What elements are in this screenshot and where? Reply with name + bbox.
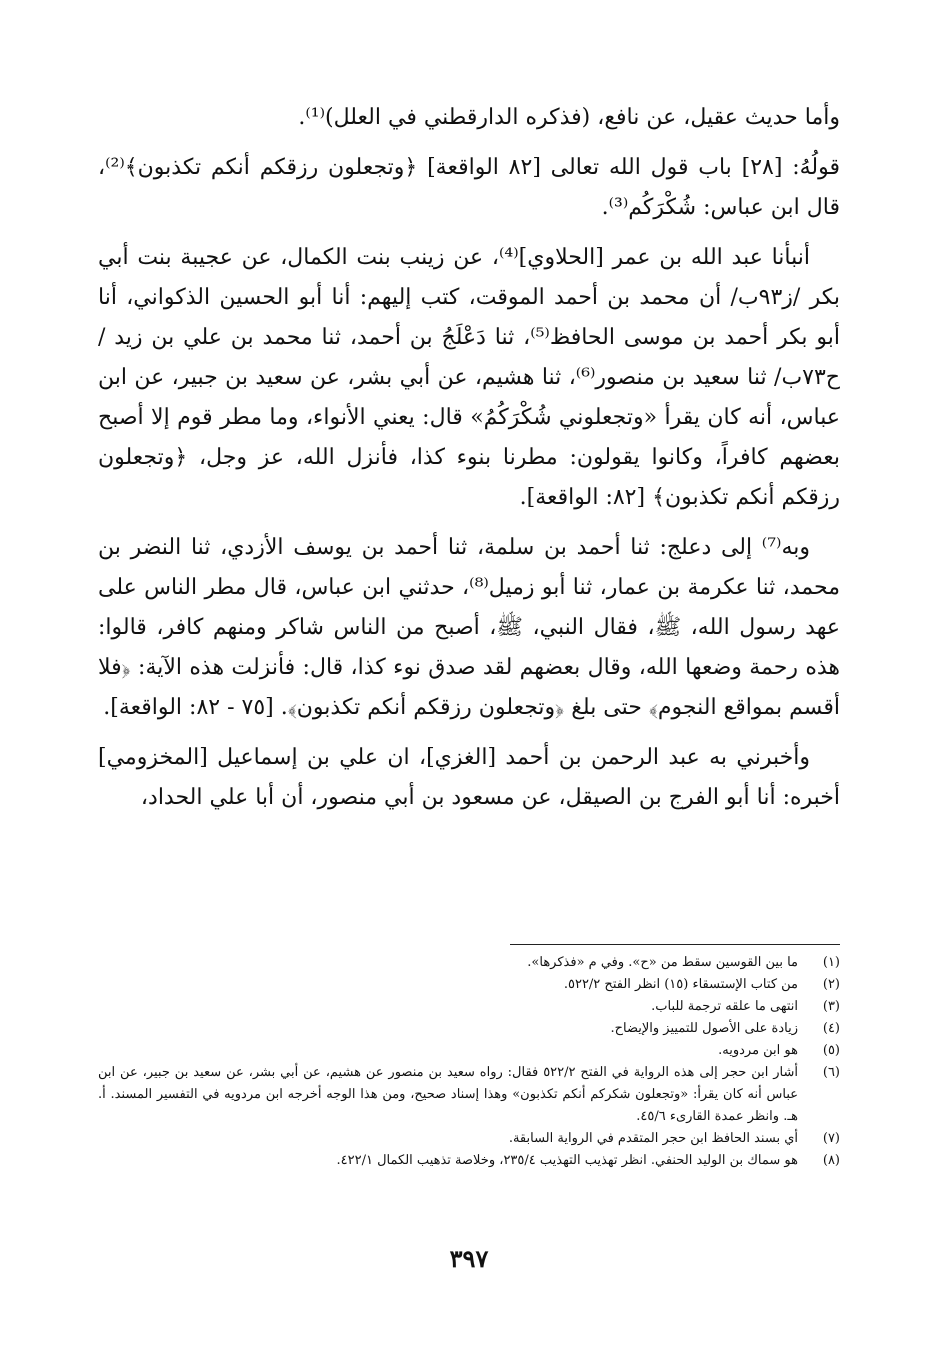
footnote-number: (٢): [822, 977, 840, 992]
footnote-divider: [510, 944, 840, 945]
footnote-text: زيادة على الأصول للتمييز والإيضاح.: [610, 1021, 798, 1036]
footnote-number: (٦): [822, 1065, 840, 1080]
footnote: [98, 1062, 840, 1128]
footnote-text: ما بين القوسين سقط من «ح». وفي م «فذكرها».: [527, 955, 798, 970]
paragraph-isnad-1: أنبأنا عبد الله بن عمر [الحلاوي]⁽⁴⁾، عن زينب بنت الكمال، عن عجيبة بنت أبي بكر /ز٩٣ب/ أن محمد بن أحمد الموقت، كتب إليهم: أنا أبو الحسين الذكواني، أنا أبو بكر أحمد بن موسى الحافظ⁽⁵⁾، ثنا دَعْلَجُ بن أحمد، ثنا محمد بن علي بن زيد /ح٧٣ب/ ثنا سعيد بن منصور⁽⁶⁾، ثنا هشيم، عن أبي بشر، عن سعيد بن جبير، عن ابن عباس، أنه كان يقرأ «وتجعلوني شُكْرَكُمُ» قال: يعني الأنواء، وما مطر قوم إلا أصبح بعضهم كافراً، وكانوا يقولون: مطرنا بنوء كذا، فأنزل الله، عز وجل، ﴿وتجعلون رزقكم أنكم تكذبون﴾ [٨٢: الواقعة].: [98, 245, 840, 510]
footnote: [98, 996, 840, 1018]
footnote-number: (١): [822, 955, 840, 970]
footnote-text: أي بسند الحافظ ابن حجر المتقدم في الرواية السابقة.: [508, 1131, 798, 1146]
footnote: [98, 952, 840, 974]
footnote-number: (٤): [822, 1021, 840, 1036]
footnote: [98, 974, 840, 996]
footnote-text: انتهى ما علقه ترجمة للباب.: [651, 999, 798, 1014]
paragraph-isnad-3: وأخبرني به عبد الرحمن بن أحمد [الغزي]، ان علي بن إسماعيل [المخزومي] أخبره: أنا أبو الفرج بن الصيقل، عن مسعود بن أبي منصور، أن أبا علي الحداد،: [98, 745, 840, 810]
footnote: [98, 1128, 840, 1150]
footnote-text: هو ابن مردويه.: [718, 1043, 798, 1058]
footnote: [98, 1040, 840, 1062]
footnotes: [98, 952, 840, 1172]
page-number: ٣٩٧: [449, 1244, 489, 1273]
footnote-text: من كتاب الإستسقاء (١٥) انظر الفتح ٥٢٢/٢.: [563, 977, 798, 992]
footnote-number: (٣): [822, 999, 840, 1014]
footnote-number: (٨): [822, 1153, 840, 1168]
footnote-text: هو سماك بن الوليد الحنفي. انظر تهذيب التهذيب ٢٣٥/٤، وخلاصة تذهيب الكمال ٤٢٢/١.: [336, 1153, 798, 1168]
footnote-number: (٥): [822, 1043, 840, 1058]
paragraph-isnad-2: وبه⁽⁷⁾ إلى دعلج: ثنا أحمد بن سلمة، ثنا أحمد بن يوسف الأزدي، ثنا النضر بن محمد، ثنا عكرمة بن عمار، ثنا أبو زميل⁽⁸⁾، حدثني ابن عباس، قال مطر الناس على عهد رسول الله، ﷺ، فقال النبي، ﷺ، أصبح من الناس شاكر ومنهم كافر، قالوا: هذه رحمة وضعها الله، وقال بعضهم لقد صدق نوء كذا، قال: فأنزلت هذه الآية: ﴿فلا أقسم بمواقع النجوم﴾ حتى بلغ ﴿وتجعلون رزقكم أنكم تكذبون﴾. [٧٥ - ٨٢: الواقعة].: [98, 535, 840, 720]
footnote: [98, 1150, 840, 1172]
footnote-number: (٧): [822, 1131, 840, 1146]
paragraph-chapter-heading: قولُهُ: [٢٨] باب قول الله تعالى [٨٢ الواقعة] ﴿وتجعلون رزقكم أنكم تكذبون﴾⁽²⁾، قال ابن عباس: شُكْرَكُم⁽³⁾.: [98, 155, 840, 220]
footnote-text: أشار ابن حجر إلى هذه الرواية في الفتح ٥٢٢/٢ فقال: رواه سعيد بن منصور عن هشيم، عن أبي بشر، عن سعيد بن جبير، عن ابن عباس أنه كان يقرأ: «وتجعلون شكركم أنكم تكذبون» وهذا إسناد صحيح، ومن هذا الوجه أخرجه ابن مردويه في التفسير المسند. أ. هـ. وانظر عمدة القارىء ٤٥/٦.: [98, 1065, 798, 1124]
footnote: [98, 1018, 840, 1040]
main-text: [98, 98, 840, 818]
paragraph-aqil: وأما حديث عقيل، عن نافع، (فذكره الدارقطني في العلل)⁽¹⁾.: [298, 105, 840, 130]
